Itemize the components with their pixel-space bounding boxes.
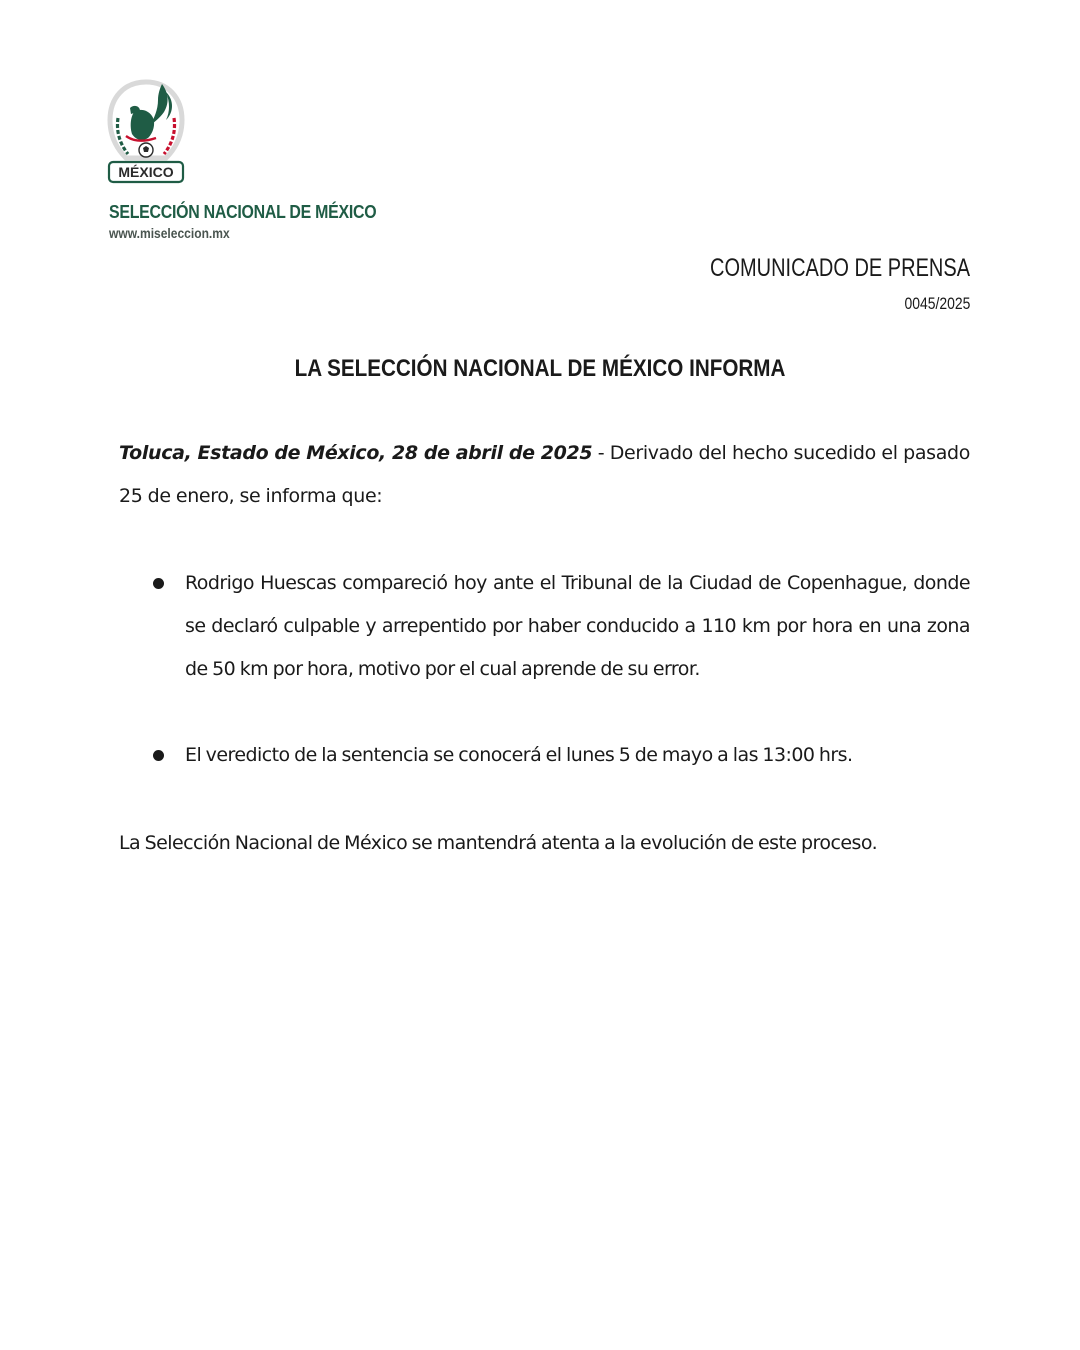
press-release-label: COMUNICADO DE PRENSA xyxy=(709,254,970,282)
dateline: Toluca, Estado de México, 28 de abril de 2025 xyxy=(119,442,593,464)
intro-text: - Derivado del hecho sucedido el pasado 25 de enero, se informa que: xyxy=(119,442,970,507)
intro-paragraph xyxy=(119,432,970,518)
press-release-number: 0045/2025 xyxy=(904,294,970,313)
list-item-text: El veredicto de la sentencia se conocerá el lunes 5 de mayo a las 13:00 hrs. xyxy=(185,744,853,766)
bullet-list xyxy=(119,562,970,777)
organization-name: SELECCIÓN NACIONAL DE MÉXICO xyxy=(109,201,377,222)
closing-paragraph: La Selección Nacional de México se mantendrá atenta a la evolución de este proceso. xyxy=(119,832,878,854)
svg-text:MÉXICO: MÉXICO xyxy=(118,164,174,180)
bullet-icon xyxy=(153,750,164,761)
bullet-icon xyxy=(153,578,164,589)
list-item xyxy=(119,562,970,691)
organization-website: www.miseleccion.mx xyxy=(109,225,230,241)
list-item-text: Rodrigo Huescas compareció hoy ante el Tribunal de la Ciudad de Copenhague, donde se declaró culpable y arrepentido por haber conducido a 110 km por hora en una zona de 50 km por hora, motivo por el cual aprende de su error. xyxy=(185,572,970,680)
page-title: LA SELECCIÓN NACIONAL DE MÉXICO INFORMA xyxy=(294,355,786,382)
list-item xyxy=(119,734,970,777)
mexico-national-team-crest-icon xyxy=(104,78,188,186)
